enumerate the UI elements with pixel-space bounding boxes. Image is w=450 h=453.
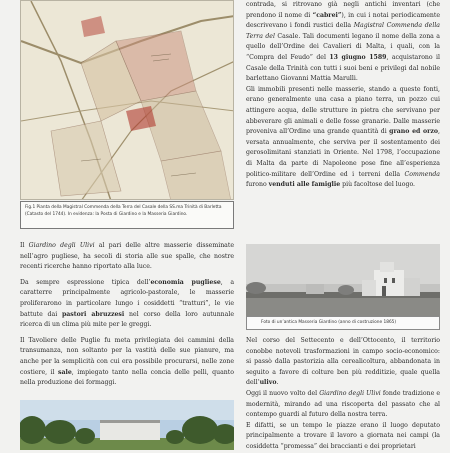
masseria-drawing [246,244,440,316]
paragraph-cabrei: contrada, si ritrovano già negli antichi inventari (che prendono il nome di “cabrei”), in cui i notai periodicamente descrivevano i fondi rustici della Magistral Commenda della Terra del Casale. Tali documenti legano il nome della zona a quello dell’Ordine dei Cavalieri di Malta, i quali, con la “Compra del Feudo” del 13 giugno 1589, acquistarono il Casale della Trinità con tutti i suoi beni e privilegi dal nobile barlettano Giovanni Mattia Marulli. [246,1,440,83]
historical-map-image [20,0,234,200]
masseria-photo [246,244,440,316]
right-column-top-text [246,0,440,191]
map-caption: Fig.1 Pianta della Magistral Commenda della Terra del Casale della SS.ma Trinità di Barletta (Catasto del 1744). In evidenza: la Posta di Giardino e la Masseria Giardino. [20,201,234,229]
map-drawing [21,1,234,200]
olive-grove-drawing [20,400,234,450]
giardino-title: Giardino degli Ulivi [28,242,95,249]
right-column-bottom-text [246,336,440,453]
paragraph-oggi: Oggi il nuovo volto del Giardino degli Ulivi fonde tradizione e modernità, mirando ad una riscoperta del passato che al contempo guardi al futuro della nostra terra. [246,389,440,419]
paragraph-immobili: Gli immobili presenti nelle masserie, stando a queste fonti, erano generalmente una casa a piano terra, un pozzo cui attingere acqua, delle strutture in pietra che servivano per abbeverare gli animali e delle fosse granarie. Dalle masserie proveniva all’Ordine una grande quantità di grano ed orzo, versata annualmente, che serviva per il sostentamento dei gerosolimitani stanziati in Oriente. Nel 1798, l’occupazione di Malta da parte di Napoleone pose fine all’esperienza politico-militare dell’Ordine ed i terreni della Commenda furono venduti alle famiglie più facoltose del luogo. [246,85,440,189]
paragraph-economia: Da sempre espressione tipica dell’economia pugliese, a caratterre principalmente agricolo-pastorale, le masserie proliferarono in particolare lungo i cosiddetti “tratturi”, le vie battute dai pastori abruzzesi nel corso della loro autunnale ricerca di un clima più mite per le greggi. [20,278,235,329]
paragraph-settecento: Nel corso del Settecento e dell’Ottocento, il territorio conobbe notevoli trasformazioni in campo socio-economico: si passò dalla pastorizia alla cerealicoltura, abbandonata in seguito a favore di colture ben più redditizie, quale quella dell’ulivo. [246,337,440,387]
olive-grove-photo [20,400,234,450]
masseria-photo-caption: Foto di un’antica Masseria Giardino (anno di costruzione 1865) [246,316,440,330]
paragraph-tavoliere: Il Tavoliere delle Puglie fu meta privilegiata dei cammini della transumanza, non soltanto per la vastità delle sue pianure, ma anche per la semplicità con cui era possibile procurarsi, nelle zone costiere, il sale, impiegato tanto nella concia delle pelli, quanto nella produzione dei formaggi. [20,336,234,387]
left-column-text [20,241,234,394]
paragraph-giardino: Il Giardino degli Ulivi al pari delle altre masserie disseminate nell’agro pugliese, ha secoli di storia alle sue spalle, che nostre recenti ricerche hanno riportato alla luce. [20,242,235,271]
paragraph-piazze: E difatti, se un tempo le piazze erano il luogo deputato principalmente a trovare il lavoro a giornata nei campi (la cosiddetta “promessa” dei braccianti e dei proprietari [246,421,440,450]
